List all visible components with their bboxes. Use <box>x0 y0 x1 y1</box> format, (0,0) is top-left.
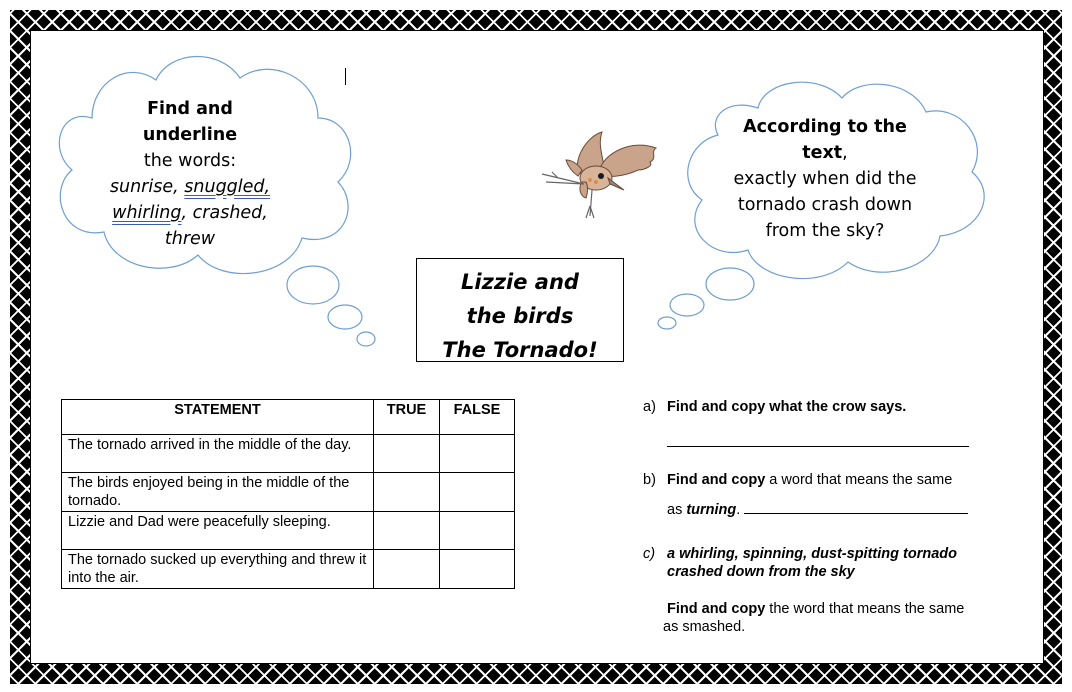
header-true: TRUE <box>374 400 440 435</box>
word-threw: threw <box>164 229 216 249</box>
right-thought-bubble-medium <box>670 294 704 316</box>
question-b-text: Find and copy a word that means the same <box>667 472 953 488</box>
question-b-answer-line[interactable] <box>744 499 968 514</box>
left-thought-bubble-medium <box>328 305 362 329</box>
true-cell[interactable] <box>374 550 440 589</box>
statement-cell: The birds enjoyed being in the middle of the tornado. <box>62 473 374 512</box>
right-cloud-line2: text, <box>802 143 848 163</box>
story-title-box <box>416 258 624 362</box>
true-cell[interactable] <box>374 435 440 473</box>
left-cloud-words-row2: whirling, crashed, <box>112 203 268 223</box>
true-cell[interactable] <box>374 512 440 550</box>
word-sunrise: sunrise <box>109 177 174 197</box>
right-cloud-line1: According to the <box>743 117 907 137</box>
statement-cell: The tornado sucked up everything and threw it into the air. <box>62 550 374 589</box>
header-statement: STATEMENT <box>62 400 374 435</box>
left-cloud-text <box>100 96 280 252</box>
left-thought-bubble-small <box>357 332 375 346</box>
left-cloud-line1: Find and underline <box>142 99 238 145</box>
false-cell[interactable] <box>440 550 515 589</box>
false-cell[interactable] <box>440 435 515 473</box>
question-a-text: Find and copy what the crow says. <box>667 399 907 415</box>
question-b-letter: b) <box>643 472 656 488</box>
title-line1: Lizzie and <box>461 270 579 294</box>
bird-illustration <box>538 126 668 226</box>
right-cloud-line5: from the sky? <box>765 221 885 241</box>
header-false: FALSE <box>440 400 515 435</box>
table-row <box>62 512 515 550</box>
table-header-row <box>62 400 515 435</box>
title-line3: The Tornado! <box>442 338 598 362</box>
false-cell[interactable] <box>440 473 515 512</box>
left-cloud-words-row1: sunrise, snuggled, <box>109 177 271 197</box>
right-cloud-text <box>720 114 930 244</box>
word-whirling: whirling <box>112 203 182 223</box>
right-cloud-line4: tornado crash down <box>737 195 913 215</box>
statement-cell: Lizzie and Dad were peacefully sleeping. <box>62 512 374 550</box>
right-thought-bubble-large <box>706 268 754 300</box>
left-cloud-line2: the words: <box>143 151 237 171</box>
false-cell[interactable] <box>440 512 515 550</box>
question-c-letter: c) <box>643 546 656 562</box>
table-row <box>62 550 515 589</box>
question-c-quote: a whirling, spinning, dust-spitting tornado crashed down from the sky <box>667 546 957 580</box>
word-crashed: crashed <box>192 203 263 223</box>
right-thought-bubble-small <box>658 317 676 329</box>
true-false-table <box>61 399 515 589</box>
word-snuggled: snuggled, <box>184 177 271 197</box>
right-cloud-line3: exactly when did the <box>733 169 917 189</box>
table-row <box>62 473 515 512</box>
title-line2: the birds <box>466 304 574 328</box>
table-row <box>62 435 515 473</box>
statement-cell: The tornado arrived in the middle of the day. <box>62 435 374 473</box>
true-cell[interactable] <box>374 473 440 512</box>
left-thought-bubble-large <box>287 266 339 304</box>
question-a-letter: a) <box>643 399 656 415</box>
